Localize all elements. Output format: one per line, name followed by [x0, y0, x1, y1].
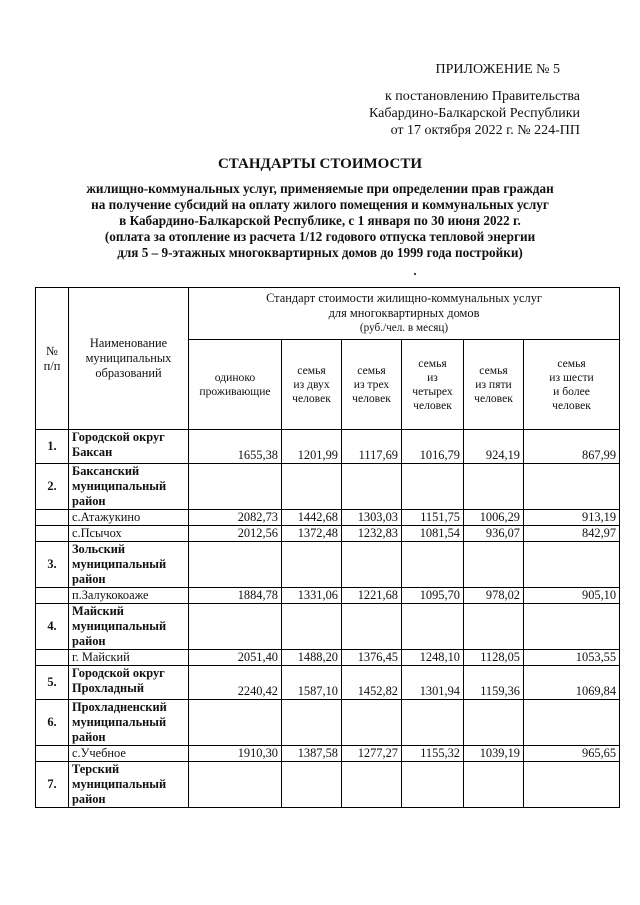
- tariff-value: 1081,54: [402, 526, 464, 542]
- empty-cell: [524, 762, 620, 808]
- empty-cell: [402, 464, 464, 510]
- row-number: 3.: [36, 542, 69, 588]
- settlement-name: с.Учебное: [69, 746, 189, 762]
- header-name: [69, 288, 189, 430]
- table-row: [36, 604, 620, 650]
- header-text: из: [427, 370, 438, 384]
- empty-cell: [189, 700, 282, 746]
- header-text: образований: [95, 366, 162, 380]
- resolution-reference: [300, 88, 580, 139]
- municipality-name: [69, 700, 189, 746]
- empty-cell: [524, 542, 620, 588]
- header-unit: (руб./чел. в месяц): [359, 322, 449, 334]
- subtitle-line: на получение субсидий на оплату жилого помещения и коммунальных услуг: [91, 197, 549, 212]
- header-text: семья: [479, 363, 508, 377]
- tariff-value: 1095,70: [402, 588, 464, 604]
- settlement-name: с.Атажукино: [69, 510, 189, 526]
- municipality-name: [69, 762, 189, 808]
- municipality-name-line: Городской округ: [72, 666, 165, 680]
- municipality-name-line: Баксан: [72, 445, 113, 459]
- header-text: человек: [552, 398, 591, 412]
- municipality-name-line: район: [72, 730, 106, 744]
- settlement-name: п.Залукокоаже: [69, 588, 189, 604]
- tariff-value: 913,19: [524, 510, 620, 526]
- table-row: [36, 700, 620, 746]
- tariff-value: 1376,45: [342, 650, 402, 666]
- empty-cell: [342, 604, 402, 650]
- tariff-value: 2240,42: [189, 666, 282, 700]
- empty-cell: [282, 700, 342, 746]
- municipality-name-line: Зольский: [72, 542, 125, 556]
- table-row: [36, 510, 620, 526]
- table-row: [36, 542, 620, 588]
- municipality-name-line: муниципальный: [72, 557, 167, 571]
- resolution-line: Кабардино-Балкарской Республики: [369, 106, 580, 121]
- municipality-name-line: район: [72, 634, 106, 648]
- empty-cell: [524, 604, 620, 650]
- header-text: человек: [292, 391, 331, 405]
- table-row: [36, 650, 620, 666]
- tariff-value: 1155,32: [402, 746, 464, 762]
- tariff-value: 936,07: [464, 526, 524, 542]
- municipality-name-line: Прохладный: [72, 681, 144, 695]
- header-household-size: [402, 340, 464, 430]
- tariff-value: 867,99: [524, 430, 620, 464]
- header-text: проживающие: [199, 384, 271, 398]
- document-subtitle: [20, 181, 620, 261]
- header-household-size: [189, 340, 282, 430]
- municipality-name-line: муниципальный: [72, 479, 167, 493]
- header-household-size: [282, 340, 342, 430]
- tariff-value: 1053,55: [524, 650, 620, 666]
- header-text: из трех: [353, 377, 390, 391]
- header-text: Стандарт стоимости жилищно-коммунальных услуг: [266, 291, 542, 305]
- resolution-line: от 17 октября 2022 г. № 224-ПП: [390, 123, 580, 138]
- tariff-value: 1452,82: [342, 666, 402, 700]
- tariff-value: 1277,27: [342, 746, 402, 762]
- row-number-empty: [36, 650, 69, 666]
- empty-cell: [402, 604, 464, 650]
- municipality-name-line: муниципальный: [72, 715, 167, 729]
- header-text: из пяти: [475, 377, 512, 391]
- row-number: 5.: [36, 666, 69, 700]
- tariff-value: 1232,83: [342, 526, 402, 542]
- municipality-name-line: район: [72, 494, 106, 508]
- row-number: 4.: [36, 604, 69, 650]
- tariff-value: 978,02: [464, 588, 524, 604]
- header-text: из шести: [549, 370, 594, 384]
- table-row: [36, 762, 620, 808]
- municipality-name-line: район: [72, 572, 106, 586]
- empty-cell: [524, 464, 620, 510]
- tariff-value: 924,19: [464, 430, 524, 464]
- document-title: СТАНДАРТЫ СТОИМОСТИ: [217, 156, 423, 172]
- tariff-value: 1248,10: [402, 650, 464, 666]
- tariff-value: 1655,38: [189, 430, 282, 464]
- empty-cell: [464, 604, 524, 650]
- municipality-name-line: Майский: [72, 604, 124, 618]
- row-number: 7.: [36, 762, 69, 808]
- table-row: [36, 666, 620, 700]
- municipality-name: [69, 430, 189, 464]
- table-row: [36, 746, 620, 762]
- row-number-empty: [36, 510, 69, 526]
- municipality-name-line: Баксанский: [72, 464, 140, 478]
- empty-cell: [464, 464, 524, 510]
- settlement-name: г. Майский: [69, 650, 189, 666]
- tariff-value: 1221,68: [342, 588, 402, 604]
- header-household-size: [464, 340, 524, 430]
- header-text: человек: [352, 391, 391, 405]
- tariff-value: 1039,19: [464, 746, 524, 762]
- empty-cell: [402, 762, 464, 808]
- tariff-value: 1884,78: [189, 588, 282, 604]
- header-text: человек: [474, 391, 513, 405]
- header-household-size: [342, 340, 402, 430]
- empty-cell: [282, 542, 342, 588]
- tariff-value: 1151,75: [402, 510, 464, 526]
- municipality-name-line: муниципальный: [72, 777, 167, 791]
- header-text: для многоквартирных домов: [328, 306, 480, 320]
- header-number: [36, 288, 69, 430]
- appendix-label: ПРИЛОЖЕНИЕ № 5: [435, 62, 560, 77]
- municipality-name-line: Терский: [72, 762, 120, 776]
- tariff-value: 1910,30: [189, 746, 282, 762]
- header-text: одиноко: [214, 370, 256, 384]
- tariff-value: 1303,03: [342, 510, 402, 526]
- row-number-empty: [36, 526, 69, 542]
- tariff-value: 1442,68: [282, 510, 342, 526]
- row-number-empty: [36, 746, 69, 762]
- empty-cell: [464, 700, 524, 746]
- tariff-value: 2012,56: [189, 526, 282, 542]
- header-text: п/п: [43, 358, 61, 373]
- tariff-value: 1006,29: [464, 510, 524, 526]
- empty-cell: [464, 762, 524, 808]
- tariff-value: 1587,10: [282, 666, 342, 700]
- row-number-empty: [36, 588, 69, 604]
- header-text: Наименование: [89, 336, 168, 350]
- municipality-name: [69, 542, 189, 588]
- empty-cell: [402, 700, 464, 746]
- header-text: и более: [553, 384, 590, 398]
- tariff-value: 1128,05: [464, 650, 524, 666]
- empty-cell: [464, 542, 524, 588]
- subtitle-line: для 5 – 9-этажных многоквартирных домов до 1999 года постройки): [117, 245, 523, 260]
- header-text: из двух: [293, 377, 330, 391]
- settlement-name: с.Псычох: [69, 526, 189, 542]
- header-text: семья: [418, 356, 447, 370]
- header-text: семья: [357, 363, 386, 377]
- row-number: 2.: [36, 464, 69, 510]
- tariff-value: 1117,69: [342, 430, 402, 464]
- municipality-name-line: район: [72, 792, 106, 806]
- empty-cell: [342, 464, 402, 510]
- tariff-value: 1069,84: [524, 666, 620, 700]
- empty-cell: [189, 604, 282, 650]
- empty-cell: [189, 464, 282, 510]
- table-row: [36, 588, 620, 604]
- row-number: 1.: [36, 430, 69, 464]
- tariff-value: 2082,73: [189, 510, 282, 526]
- tariff-table: [35, 287, 620, 808]
- empty-cell: [342, 542, 402, 588]
- resolution-line: к постановлению Правительства: [384, 89, 580, 104]
- municipality-name: [69, 666, 189, 700]
- header-text: четырех: [412, 384, 453, 398]
- tariff-value: 1016,79: [402, 430, 464, 464]
- tariff-value: 1372,48: [282, 526, 342, 542]
- row-number: 6.: [36, 700, 69, 746]
- tariff-value: 1201,99: [282, 430, 342, 464]
- municipality-name-line: муниципальный: [72, 619, 167, 633]
- header-standard-group: [189, 288, 620, 340]
- tariff-value: 1331,06: [282, 588, 342, 604]
- subtitle-line: жилищно-коммунальных услуг, применяемые при определении прав граждан: [86, 181, 554, 196]
- header-text: семья: [297, 363, 326, 377]
- tariff-value: 1159,36: [464, 666, 524, 700]
- empty-cell: [282, 464, 342, 510]
- empty-cell: [524, 700, 620, 746]
- header-text: муниципальных: [85, 351, 172, 365]
- empty-cell: [189, 762, 282, 808]
- empty-cell: [282, 762, 342, 808]
- header-household-size: [524, 340, 620, 430]
- tariff-value: 905,10: [524, 588, 620, 604]
- tariff-value: 1387,58: [282, 746, 342, 762]
- table-row: [36, 430, 620, 464]
- header-text: семья: [557, 356, 586, 370]
- header-text: человек: [413, 398, 452, 412]
- municipality-name-line: Городской округ: [72, 430, 165, 444]
- municipality-name: [69, 464, 189, 510]
- subtitle-line: в Кабардино-Балкарской Республике, с 1 января по 30 июня 2022 г.: [119, 213, 521, 228]
- tariff-value: 1301,94: [402, 666, 464, 700]
- tariff-value: 1488,20: [282, 650, 342, 666]
- scan-speck: [414, 273, 416, 275]
- subtitle-line: (оплата за отопление из расчета 1/12 годового отпуска тепловой энергии: [104, 229, 536, 244]
- empty-cell: [402, 542, 464, 588]
- empty-cell: [282, 604, 342, 650]
- header-text: №: [46, 343, 58, 358]
- empty-cell: [342, 700, 402, 746]
- tariff-value: 842,97: [524, 526, 620, 542]
- tariff-value: 2051,40: [189, 650, 282, 666]
- table-row: [36, 526, 620, 542]
- empty-cell: [189, 542, 282, 588]
- table-row: [36, 464, 620, 510]
- municipality-name-line: Прохладненский: [72, 700, 167, 714]
- tariff-value: 965,65: [524, 746, 620, 762]
- municipality-name: [69, 604, 189, 650]
- empty-cell: [342, 762, 402, 808]
